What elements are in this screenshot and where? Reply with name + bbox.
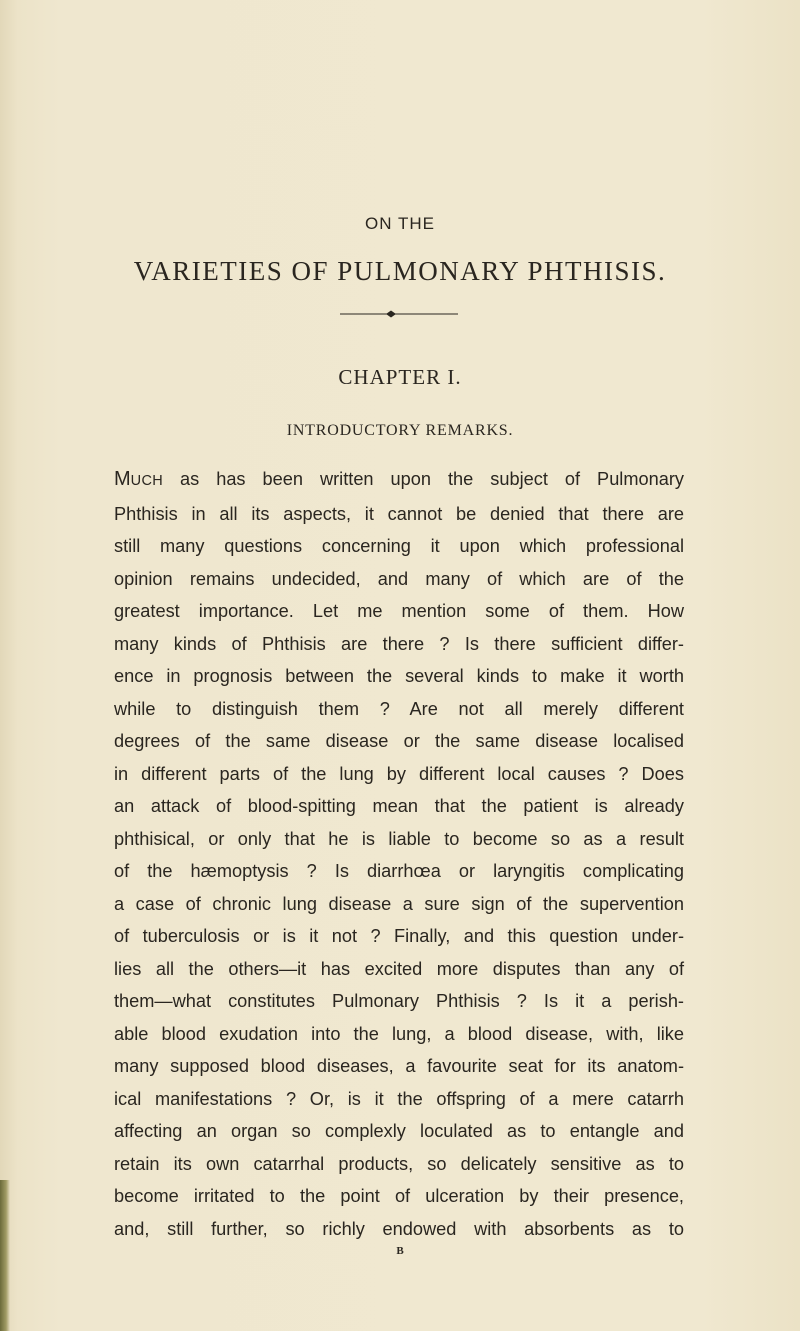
page-title: VARIETIES OF PULMONARY PHTHISIS. bbox=[133, 256, 667, 286]
first-line-text: as has been written upon the subject of Pulmonary bbox=[163, 469, 684, 489]
text-line: many kinds of Phthisis are there ? Is there sufficient differ- bbox=[114, 633, 684, 654]
divider-ornament-icon bbox=[340, 309, 458, 319]
text-line: retain its own catarrhal products, so delicately sensitive as to bbox=[114, 1153, 684, 1174]
signature-mark: B bbox=[396, 1245, 404, 1257]
pre-title: ON THE bbox=[365, 214, 435, 233]
text-line: in different parts of the lung by different local causes ? Does bbox=[114, 763, 684, 784]
text-line: greatest importance. Let me mention some of them. How bbox=[114, 601, 684, 621]
text-line: still many questions concerning it upon which professional bbox=[114, 536, 684, 556]
text-line: ence in prognosis between the several kinds to make it worth bbox=[114, 666, 684, 686]
section-heading: INTRODUCTORY REMARKS. bbox=[286, 422, 514, 439]
text-line: of tuberculosis or is it not ? Finally, and this question under- bbox=[114, 926, 684, 946]
text-line-first bbox=[114, 463, 684, 498]
text-line: able blood exudation into the lung, a blood disease, with, like bbox=[114, 1023, 684, 1044]
text-line: phthisical, or only that he is liable to become so as a result bbox=[114, 828, 684, 849]
drop-word-rest: UCH bbox=[130, 473, 163, 489]
text-line: many supposed blood diseases, a favourite seat for its anatom- bbox=[114, 1056, 684, 1076]
chapter-heading: CHAPTER I. bbox=[338, 365, 462, 389]
text-line: and, still further, so richly endowed with absorbents as to bbox=[114, 1218, 684, 1239]
text-line: degrees of the same disease or the same disease localised bbox=[114, 731, 684, 751]
text-line: affecting an organ so complexly loculated as to entangle and bbox=[114, 1121, 684, 1141]
text-line: while to distinguish them ? Are not all merely different bbox=[114, 698, 684, 719]
drop-word-initial: M bbox=[114, 468, 131, 490]
text-line: an attack of blood-spitting mean that the patient is already bbox=[114, 796, 684, 816]
text-line: them—what constitutes Pulmonary Phthisis ? Is it a perish- bbox=[114, 991, 684, 1011]
text-line: become irritated to the point of ulceration by their presence, bbox=[114, 1186, 684, 1206]
text-line: ical manifestations ? Or, is it the offspring of a mere catarrh bbox=[114, 1088, 684, 1109]
text-line: of the hæmoptysis ? Is diarrhœa or laryngitis complicating bbox=[114, 861, 684, 881]
body-paragraph bbox=[114, 463, 684, 1245]
text-line: a case of chronic lung disease a sure sign of the supervention bbox=[114, 893, 684, 914]
text-line: lies all the others—it has excited more disputes than any of bbox=[114, 958, 684, 979]
text-line: Phthisis in all its aspects, it cannot be denied that there are bbox=[114, 503, 684, 524]
text-line: opinion remains undecided, and many of which are of the bbox=[114, 568, 684, 589]
